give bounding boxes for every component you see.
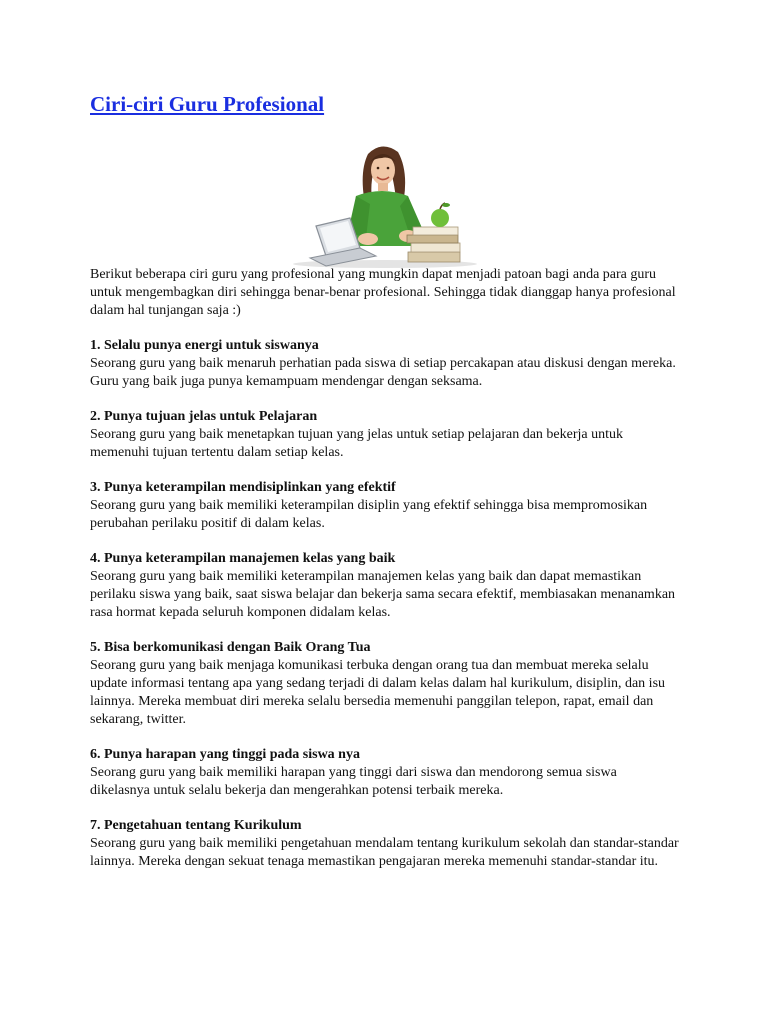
item-heading: 5. Bisa berkomunikasi dengan Baik Orang Tua <box>90 640 371 655</box>
item-heading: 3. Punya keterampilan mendisiplinkan yang efektif <box>90 480 396 495</box>
intro-paragraph: Berikut beberapa ciri guru yang profesional yang mungkin dapat menjadi patoan bagi anda para guru untuk mengembagkan diri sehingga benar-benar profesional. Sehingga tidak dianggap hanya profesional dalam hal tunjangan saja :) <box>90 267 676 318</box>
list-item <box>90 550 680 622</box>
item-text: Seorang guru yang baik menjaga komunikasi terbuka dengan orang tua dan membuat mereka selalu update informasi tentang apa yang sedang terjadi di dalam kelas dalam hal kurikulum, disiplin, dan isu lainnya. Mereka membuat diri mereka selalu bersedia memenuhi panggilan telepon, rapat, email dan sekarang, twitter. <box>90 658 666 727</box>
list-item <box>90 479 680 533</box>
list-item <box>90 337 680 391</box>
list-item <box>90 746 680 800</box>
item-heading: 4. Punya keterampilan manajemen kelas yang baik <box>90 551 396 566</box>
item-text: Seorang guru yang baik memiliki keterampilan disiplin yang efektif sehingga bisa mempromosikan perubahan perilaku positif di dalam kelas. <box>90 498 648 531</box>
item-heading: 2. Punya tujuan jelas untuk Pelajaran <box>90 409 318 424</box>
list-item <box>90 817 680 871</box>
page-title[interactable]: Ciri-ciri Guru Profesional <box>90 92 325 116</box>
item-heading: 7. Pengetahuan tentang Kurikulum <box>90 818 302 833</box>
teacher-with-laptop-icon <box>290 140 480 268</box>
item-heading: 1. Selalu punya energi untuk siswanya <box>90 338 319 353</box>
list-item <box>90 408 680 462</box>
list-item <box>90 639 680 729</box>
item-text: Seorang guru yang baik menaruh perhatian pada siswa di setiap percakapan atau diskusi dengan mereka. Guru yang baik juga punya kemampuam mendengar dengan seksama. <box>90 356 676 389</box>
item-text: Seorang guru yang baik memiliki keterampilan manajemen kelas yang baik dan dapat memastikan perilaku siswa yang baik, saat siswa belajar dan bekerja sama secara efektif, membiasakan menanamkan rasa hormat kepada seluruh komponen didalam kelas. <box>90 569 676 620</box>
item-text: Seorang guru yang baik memiliki pengetahuan mendalam tentang kurikulum sekolah dan standar-standar lainnya. Mereka dengan sekuat tenaga memastikan pengajaran mereka memenuhi standar-standar itu. <box>90 836 679 869</box>
item-text: Seorang guru yang baik memiliki harapan yang tinggi dari siswa dan mendorong semua siswa dikelasnya untuk selalu bekerja dan mengerahkan potensi terbaik mereka. <box>90 765 617 798</box>
teacher-illustration <box>290 140 480 268</box>
article-body <box>90 266 680 888</box>
item-heading: 6. Punya harapan yang tinggi pada siswa nya <box>90 747 360 762</box>
item-text: Seorang guru yang baik menetapkan tujuan yang jelas untuk setiap pelajaran dan bekerja untuk memenuhi tujuan tertentu dalam setiap kelas. <box>90 427 623 460</box>
